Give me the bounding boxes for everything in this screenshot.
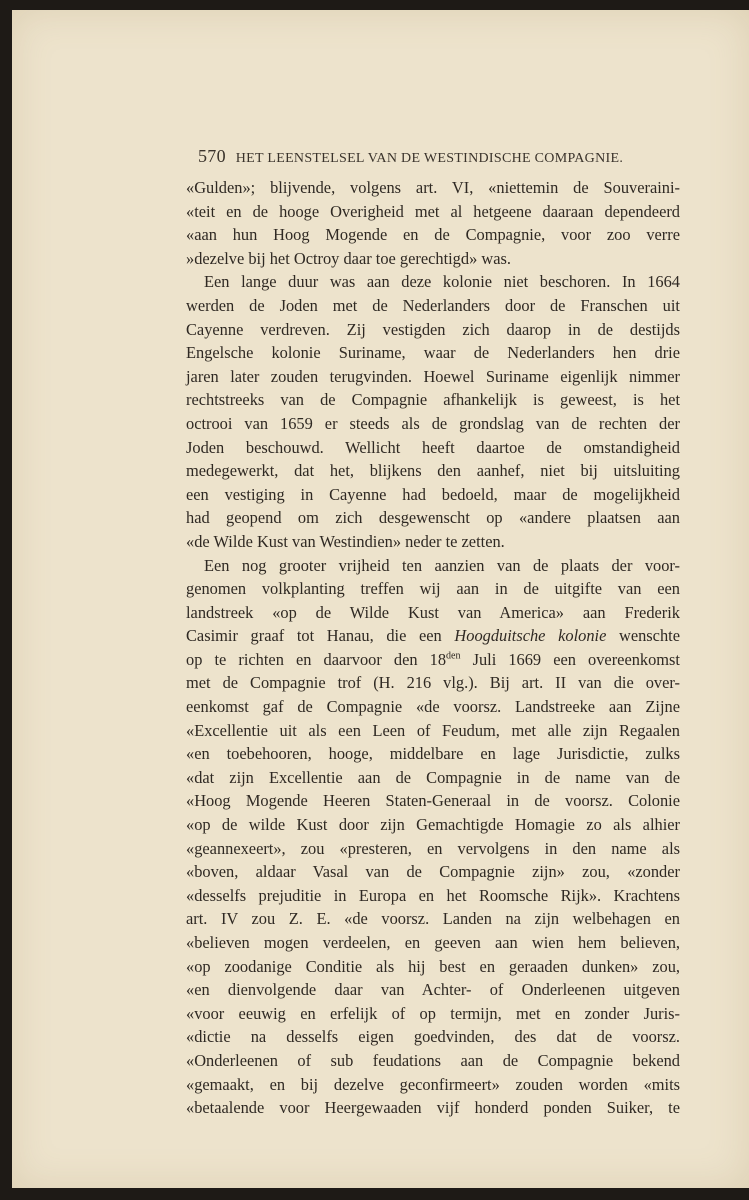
- text-line: met de Compagnie trof (H. 216 vlg.). Bij art. II van die over-: [186, 673, 680, 693]
- text-line: Een nog grooter vrijheid ten aanzien van de plaats der voor-: [204, 555, 680, 575]
- text-line: «de Wilde Kust van Westindien» neder te zetten.: [186, 531, 505, 551]
- text-line: «op de wilde Kust door zijn Gemachtigde Homagie zo als alhier: [186, 815, 680, 835]
- text-line: Engelsche kolonie Suriname, waar de Nederlanders hen drie: [186, 343, 680, 363]
- text-line: een vestiging in Cayenne had bedoeld, maar de mogelijkheid: [186, 484, 680, 504]
- text-line: «geannexeert», zou «presteren, en vervolgens in den name als: [186, 838, 680, 858]
- text-line: Een lange duur was aan deze kolonie niet beschoren. In 1664: [204, 272, 680, 292]
- running-title: HET LEENSTELSEL VAN DE WESTINDISCHE COMPAGNIE.: [235, 151, 624, 166]
- text-line: had geopend om zich desgewenscht op «andere plaatsen aan: [186, 508, 680, 528]
- text-line: «betaalende voor Heergewaaden vijf honderd ponden Suiker, te: [186, 1098, 680, 1118]
- text-line: medegewerkt, dat het, blijkens den aanhef, niet bij uitsluiting: [186, 461, 680, 481]
- superscript: den: [446, 650, 461, 662]
- text-line: [186, 648, 680, 672]
- body-text: [186, 176, 680, 1120]
- text-line: «Onderleenen of sub feudations aan de Compagnie bekend: [186, 1050, 680, 1070]
- text-line: »dezelve bij het Octroy daar toe gerechtigd» was.: [186, 248, 511, 268]
- text-line: eenkomst gaf de Compagnie «de voorsz. Landstreeke aan Zijne: [186, 697, 680, 717]
- text-line: «en toebehooren, hooge, middelbare en lage Jurisdictie, zulks: [186, 744, 680, 764]
- text-line: «teit en de hooge Overigheid met al hetgeene daaraan dependeerd: [186, 201, 680, 221]
- text-line: «aan hun Hoog Mogende en de Compagnie, voor zoo verre: [186, 225, 680, 245]
- text-line: «dat zijn Excellentie aan de Compagnie in de name van de: [186, 767, 680, 787]
- text-line: jaren later zouden terugvinden. Hoewel Suriname eigenlijk nimmer: [186, 366, 680, 386]
- page-number: 570: [198, 146, 226, 166]
- text-line: octrooi van 1659 er steeds als de grondslag van de rechten der: [186, 413, 680, 433]
- running-header: [198, 146, 678, 167]
- text-line: art. IV zou Z. E. «de voorsz. Landen na zijn welbehagen en: [186, 909, 680, 929]
- text-line: [186, 624, 680, 648]
- text-line: rechtstreeks van de Compagnie afhankelijk is geweest, is het: [186, 390, 680, 410]
- text-line: werden de Joden met de Nederlanders door de Franschen uit: [186, 295, 680, 315]
- text-line: «Gulden»; blijvende, volgens art. VI, «niettemin de Souveraini-: [186, 178, 680, 197]
- text-segment: wenschte: [619, 626, 680, 646]
- text-line: «Hoog Mogende Heeren Staten-Generaal in de voorsz. Colonie: [186, 791, 680, 811]
- italic-phrase: Hoogduitsche kolonie: [454, 626, 607, 646]
- text-line: «Excellentie uit als een Leen of Feudum, met alle zijn Regaalen: [186, 720, 680, 740]
- text-line: Joden beschouwd. Wellicht heeft daartoe de omstandigheid: [186, 437, 680, 457]
- text-line: «op zoodanige Conditie als hij best en geraaden dunken» zou,: [186, 956, 680, 976]
- text-segment: op te richten en daarvoor den 18: [186, 649, 447, 669]
- text-line: «desselfs prejuditie in Europa en het Roomsche Rijk». Krachtens: [186, 885, 680, 905]
- text-line: Cayenne verdreven. Zij vestigden zich daarop in de destijds: [186, 319, 680, 339]
- text-line: «dictie na desselfs eigen goedvinden, des dat de voorsz.: [186, 1027, 680, 1047]
- text-segment: Juli 1669 een overeenkomst: [472, 649, 680, 669]
- text-line: landstreek «op de Wilde Kust van America» aan Frederik: [186, 602, 680, 622]
- text-line: «believen mogen verdeelen, en geeven aan wien hem believen,: [186, 933, 680, 952]
- text-line: «en dienvolgende daar van Achter- of Onderleenen uitgeven: [186, 980, 680, 1000]
- text-line: genomen volkplanting treffen wij aan in de uitgifte van een: [186, 579, 680, 599]
- text-line: «voor eeuwig en erfelijk of op termijn, met en zonder Juris-: [186, 1003, 680, 1023]
- text-segment: Casimir graaf tot Hanau, die een: [186, 626, 442, 646]
- text-line: «boven, aldaar Vasal van de Compagnie zijn» zou, «zonder: [186, 862, 680, 882]
- text-line: «gemaakt, en bij dezelve geconfirmeert» zouden worden «mits: [186, 1074, 680, 1094]
